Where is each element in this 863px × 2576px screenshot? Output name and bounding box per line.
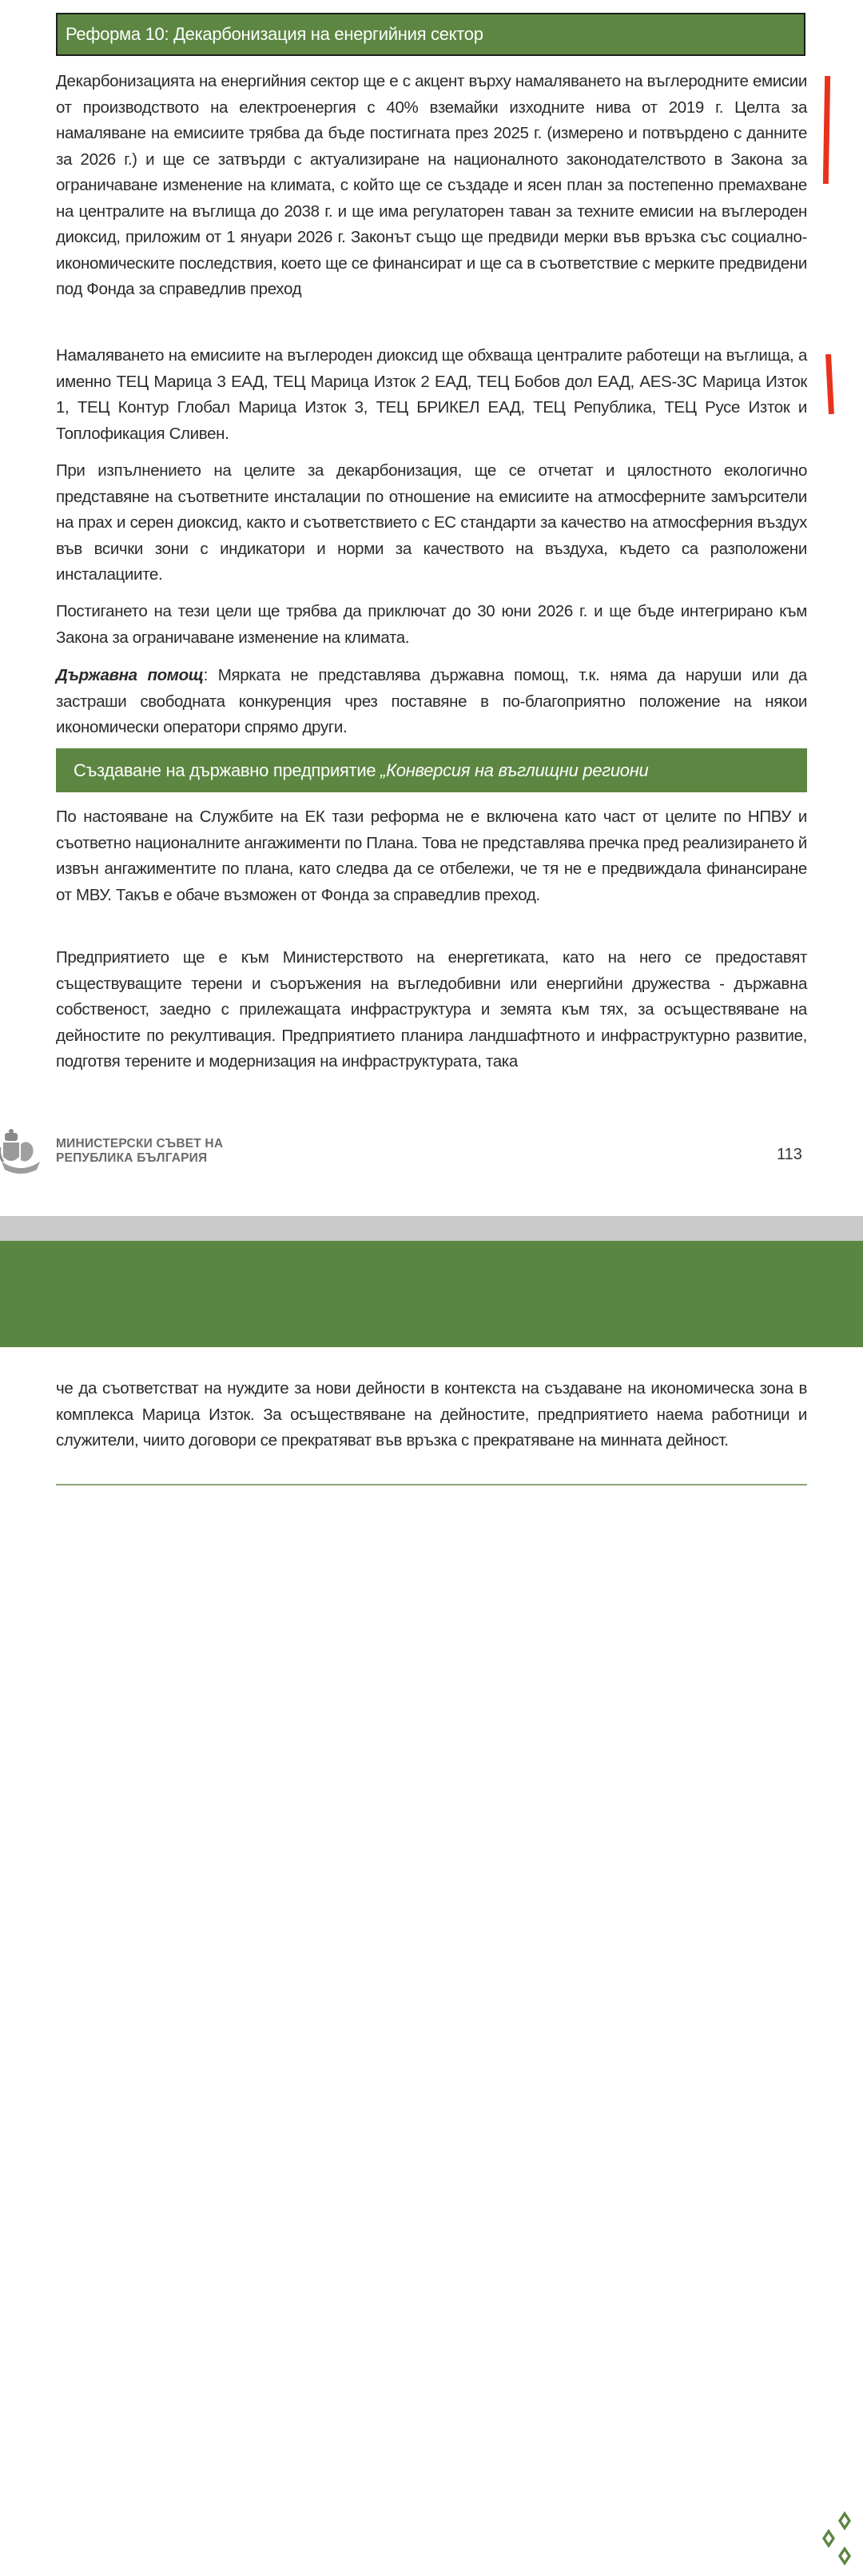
- state-aid-text: : Мярката не представлява държавна помощ, т.к. няма да наруши или да застраши свободната конкуренция чрез поставяне в по-благоприятно положение на някои икономически оператори спрямо други.: [56, 666, 807, 736]
- paragraph-deadline: Постигането на тези цели ще трябва да приключат до 30 юни 2026 г. и ще бъде интегрирано към Закона за ограничаване изменение на климата.: [56, 602, 807, 647]
- diamond-ornament-icon: [821, 2505, 863, 2572]
- section-heading-text: Реформа 10: Декарбонизация на енергийния сектор: [66, 24, 483, 44]
- subsection-heading-prefix: Създаване на държавно предприятие: [74, 760, 381, 780]
- org-name-line-1: МИНИСТЕРСКИ СЪВЕТ НА: [56, 1137, 224, 1150]
- paragraph-enterprise: Предприятието ще е към Министерството на енергетиката, като на него се предоставят съществуващите терени и съоръжения на въгледобивни или енергийни дружества - държавна собственост, заедно с прилежащата инфраструктура и земята към тях, за осъществяване на дейностите по рекултивация. Предприятието планира ландшафтното и инфраструктурно развитие, подготвя терените и модернизация на инфраструктурата, така: [56, 948, 807, 1071]
- page-header-band: [0, 1241, 863, 1347]
- coat-of-arms-icon: [0, 1123, 43, 1179]
- page-number: 113: [777, 1146, 802, 1163]
- red-annotation-mark: [823, 76, 830, 184]
- state-aid-label: Държавна помощ: [56, 666, 204, 684]
- section-heading-reform-10: [56, 13, 805, 56]
- org-name-line-2: РЕПУБЛИКА БЪЛГАРИЯ: [56, 1151, 208, 1165]
- subsection-heading-conversion: [56, 748, 807, 792]
- footer-organization-name: [56, 1137, 223, 1166]
- paragraph-coal-plants: Намаляването на емисиите на въглероден диоксид ще обхваща централите работещи на въглища, а именно ТЕЦ Марица 3 ЕАД, ТЕЦ Марица Изток 2 ЕАД, ТЕЦ Бобов дол ЕАД, AES-3C Марица Изток 1, ТЕЦ Контур Глобал Марица Изток 3, ТЕЦ БРИКЕЛ ЕАД, ТЕЦ Република, ТЕЦ Русе Изток и Топлофикация Сливен.: [56, 346, 807, 443]
- paragraph-ec-services: По настояване на Службите на ЕК тази реформа не е включена като част от целите по НПВУ и съответно националните ангажименти по Плана. Това не представлява пречка пред реализирането й извън ангажиментите по плана, като следва да се отбележи, че тя не е предвиждала финансиране от МВУ. Такъв е обаче възможен от Фонда за справедлив преход.: [56, 807, 807, 904]
- bottom-divider: [56, 1484, 807, 1485]
- page-separator-band: [0, 1216, 863, 1241]
- paragraph-continuation: че да съответстват на нуждите за нови дейности в контекста на създаване на икономическа зона в комплекса Марица Изток. За осъществяване на дейностите, предприятието наема работници и служители, чиито договори се прекратяват във връзка с прекратяване на минната дейност.: [56, 1379, 807, 1449]
- paragraph-decarbonization: Декарбонизацията на енергийния сектор ще е с акцент върху намаляването на въглеродните емисии от производството на електроенергия с 40% вземайки изходните нива от 2019 г. Целта за намаляване на емисиите трябва да бъде постигната през 2025 г. (измерено и потвърдено с данните за 2026 г.) и ще се затвърди с актуализиране на националното законодателството в Закона за ограничаване изменение на климата, с който ще се създаде и ясен план за постепенно премахване на централите на въглища до 2038 г. и ще има регулаторен таван за техните емисии на въглероден диоксид, приложим от 1 януари 2026 г. Законът също ще предвиди мерки във връзка със социално-икономическите последствия, което ще се финансират и ще са в съответствие с мерките предвидени под Фонда за справедлив преход: [56, 72, 807, 298]
- paragraph-state-aid: [56, 663, 807, 741]
- subsection-heading-italic: „Конверсия на въглищни региони: [380, 760, 649, 780]
- paragraph-environmental-performance: При изпълнението на целите за декарбонизация, ще се отчетат и цялостното екологично представяне на съответните инсталации по отношение на емисиите на атмосферните замърсители на прах и серен диоксид, както и съответствието с ЕС стандарти за качество на атмосферния въздух във всички зони с индикатори и норми за качеството на въздуха, където са разположени инсталациите.: [56, 461, 807, 584]
- red-annotation-mark: [825, 354, 834, 414]
